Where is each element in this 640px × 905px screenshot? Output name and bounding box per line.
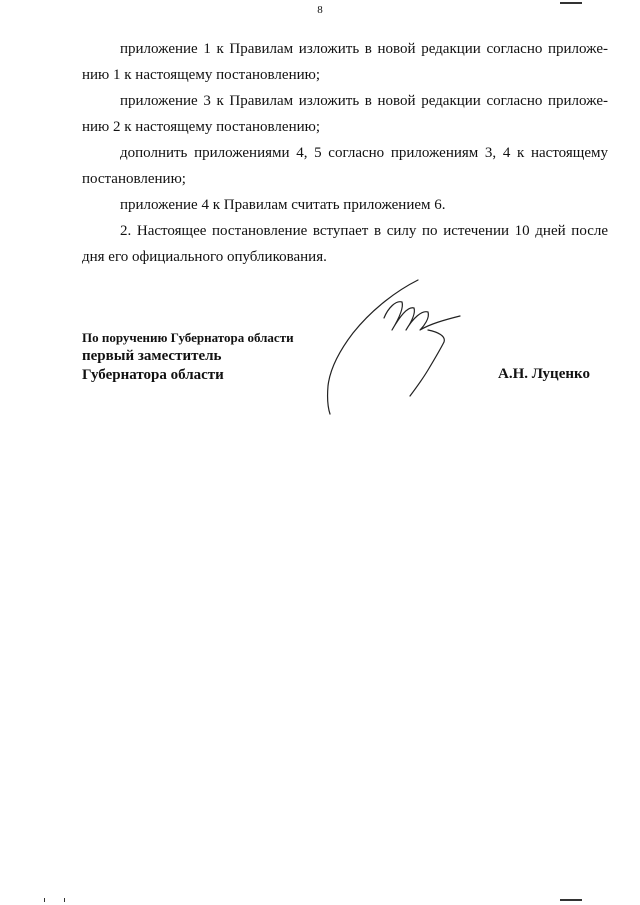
signatory-office-line: Губернатора области (82, 367, 224, 383)
scan-artifact-bottom-left-1 (44, 898, 45, 902)
scan-artifact-top-right (560, 2, 582, 4)
signatory-authority-line: По поручению Губернатора области (82, 330, 294, 345)
document-body (82, 36, 608, 270)
paragraph-effective-date: 2. Настоящее постановление вступает в силу по истечении 10 дней после дня его официального опубликования. (82, 223, 608, 265)
handwritten-signature (318, 268, 478, 418)
paragraph-appendix-1: приложение 1 к Правилам изложить в новой редакции согласно приложению 1 к настоящему постановлению; (82, 41, 608, 83)
signatory-position-line: первый заместитель (82, 348, 222, 364)
signatory-title-block (82, 328, 294, 385)
paragraph-appendix-4: приложение 4 к Правилам считать приложением 6. (120, 197, 446, 213)
signer-name: А.Н. Луценко (498, 366, 590, 382)
page-number: 8 (317, 4, 323, 16)
paragraph-add-appendices: дополнить приложениями 4, 5 согласно приложениям 3, 4 к настоящему постановлению; (82, 145, 608, 187)
paragraph-appendix-3: приложение 3 к Правилам изложить в новой редакции согласно приложению 2 к настоящему постановлению; (82, 93, 608, 135)
scan-artifact-bottom-left-2 (64, 898, 65, 902)
scan-artifact-bottom-right (560, 899, 582, 901)
